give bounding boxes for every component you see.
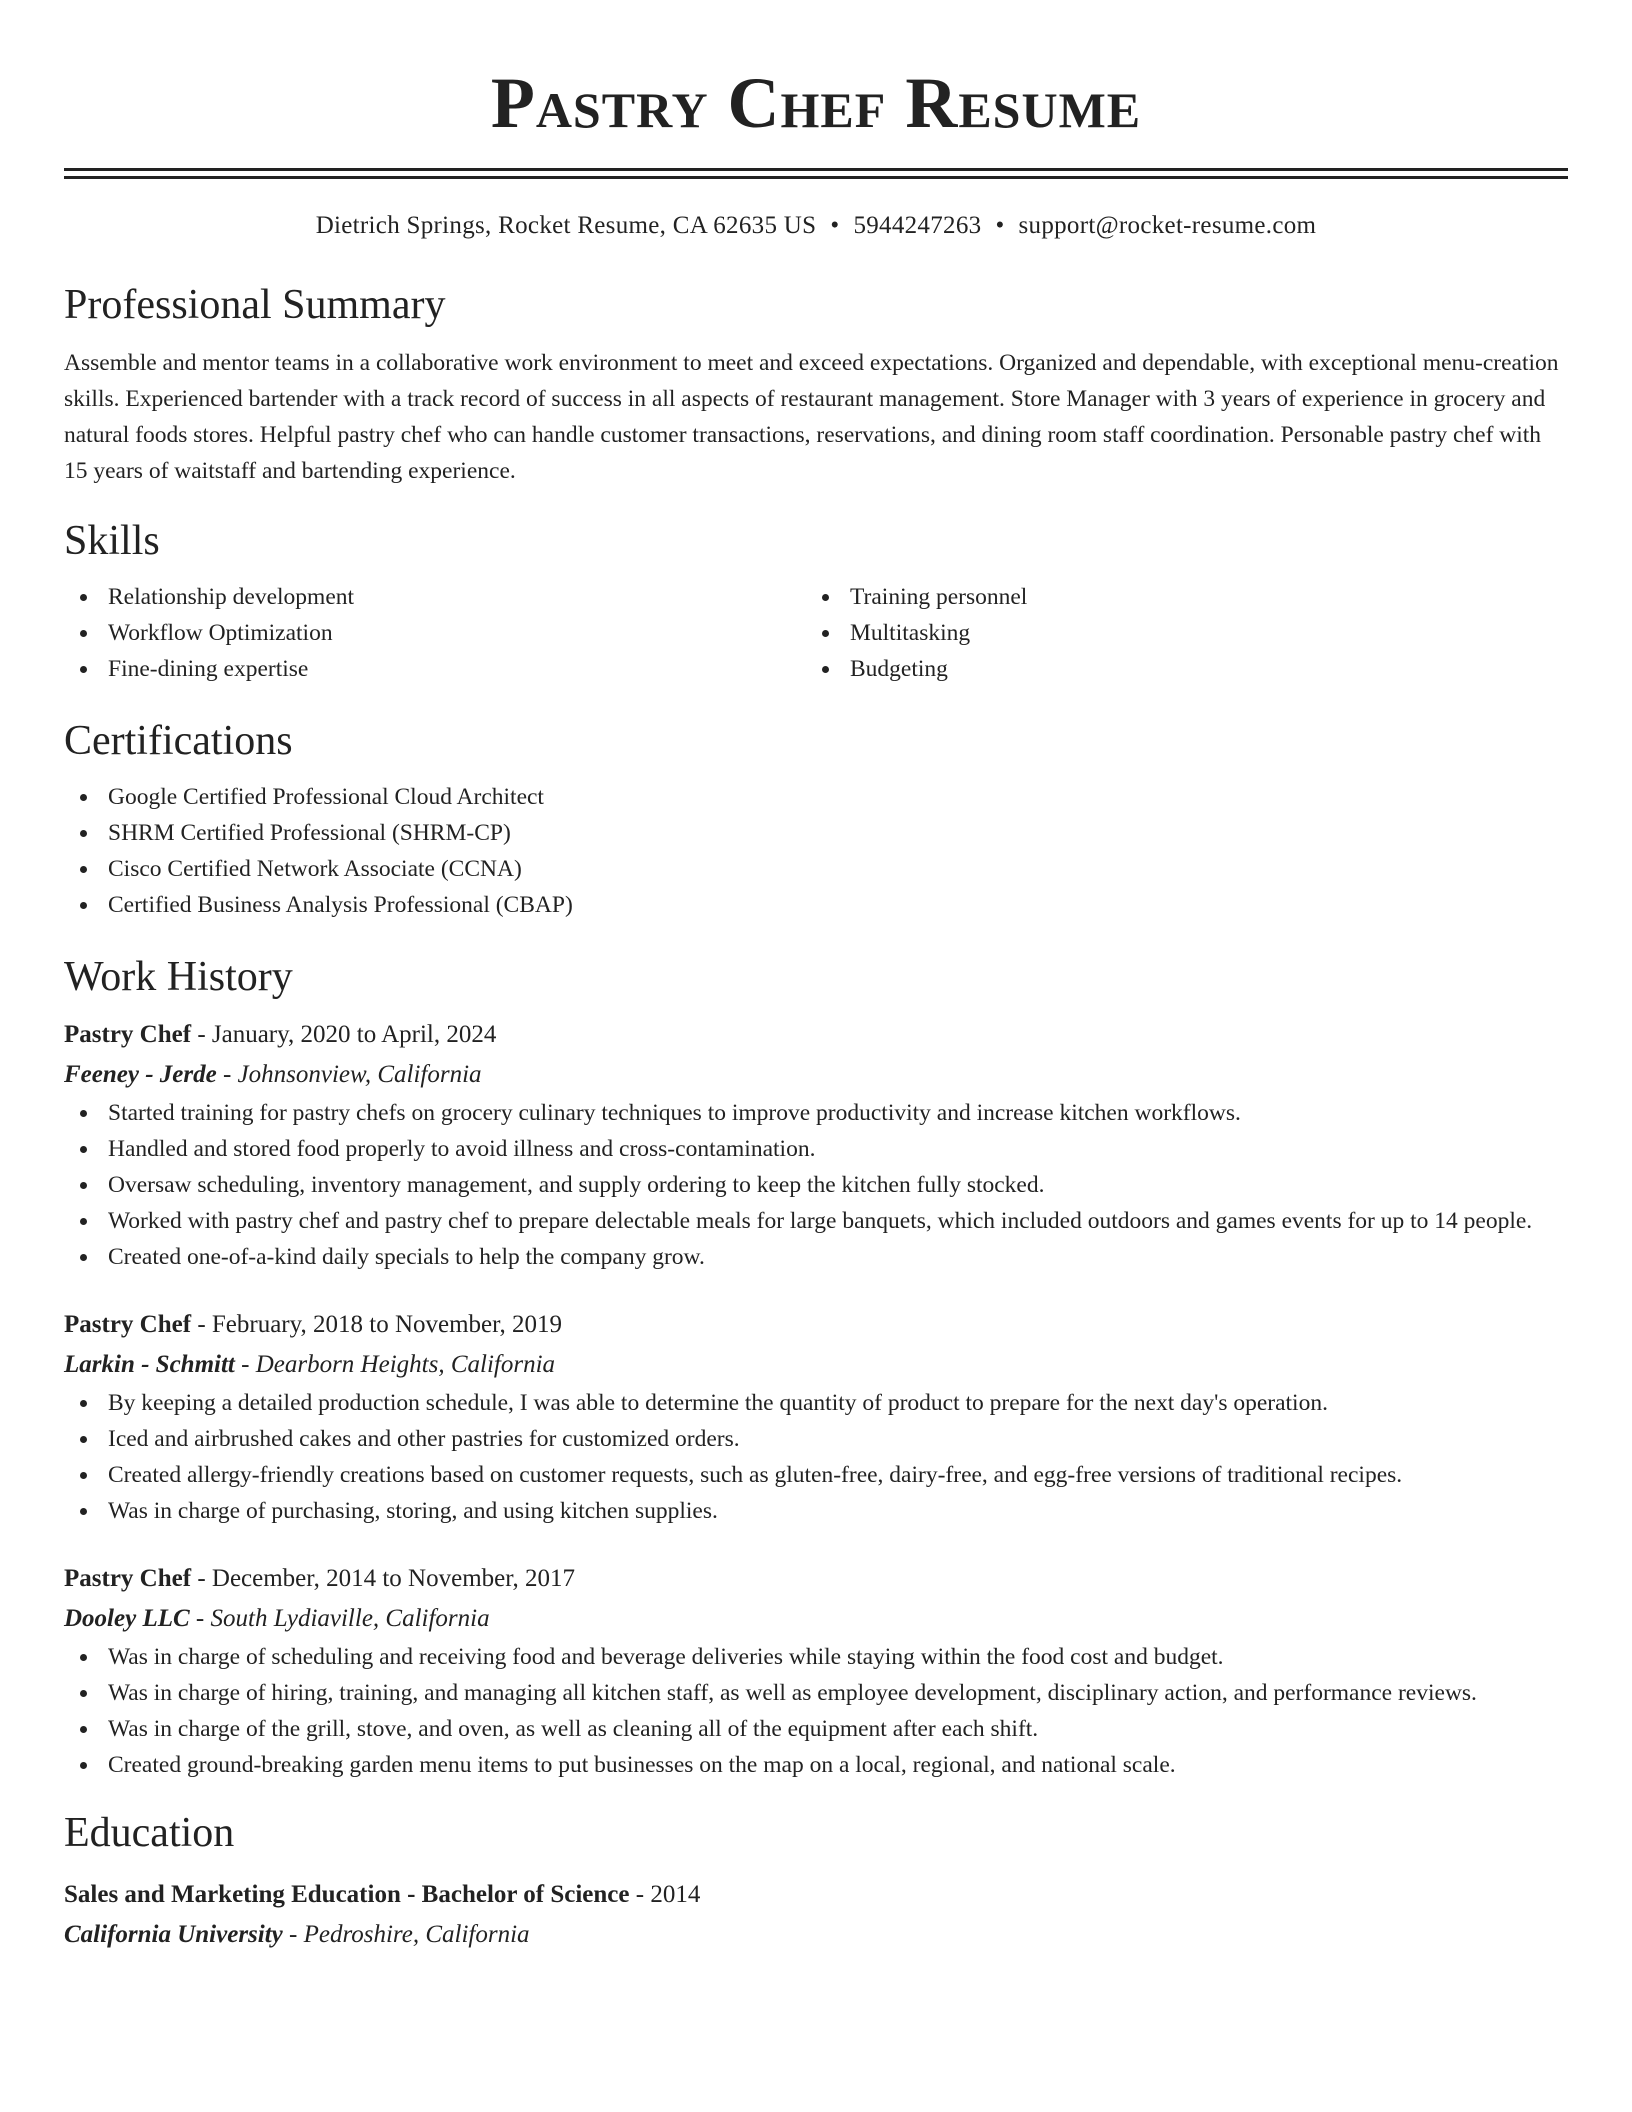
job-entry: [64, 1015, 1568, 1275]
job-bullet: Created ground-breaking garden menu items to put businesses on the map on a local, regional, and national scale.: [64, 1747, 1568, 1783]
skills-heading: Skills: [64, 518, 160, 564]
certification-item: Google Certified Professional Cloud Architect: [64, 779, 1568, 815]
certification-item: Certified Business Analysis Professional (CBAP): [64, 887, 1568, 923]
contact-address: Dietrich Springs, Rocket Resume, CA 62635 US: [315, 212, 817, 239]
skill-item: Training personnel: [806, 579, 1548, 615]
job-bullet: Iced and airbrushed cakes and other pastries for customized orders.: [64, 1421, 1568, 1457]
resume-page: [64, 0, 1568, 1955]
education-school: California University: [64, 1921, 283, 1948]
education-location: - Pedroshire, California: [282, 1921, 530, 1948]
job-title: Pastry Chef: [64, 1565, 192, 1592]
job-location: - Johnsonview, California: [216, 1061, 482, 1088]
job-bullets: [64, 1639, 1568, 1783]
job-dates: - February, 2018 to November, 2019: [191, 1311, 562, 1338]
job-title-line: [64, 1559, 1568, 1599]
job-bullet: Was in charge of purchasing, storing, and using kitchen supplies.: [64, 1493, 1568, 1529]
job-bullet: Created one-of-a-kind daily specials to help the company grow.: [64, 1239, 1568, 1275]
job-company: Feeney - Jerde: [64, 1061, 217, 1088]
skills-column-left: [64, 579, 806, 687]
work-history-heading: Work History: [64, 954, 293, 1000]
certifications-heading: Certifications: [64, 718, 293, 764]
job-bullet: Started training for pastry chefs on grocery culinary techniques to improve productivity and increase kitchen workflows.: [64, 1095, 1568, 1131]
job-location: - Dearborn Heights, California: [234, 1351, 556, 1378]
contact-phone: 5944247263: [853, 212, 982, 239]
job-company-line: [64, 1055, 1568, 1095]
skill-item: Multitasking: [806, 615, 1548, 651]
job-title: Pastry Chef: [64, 1021, 192, 1048]
skill-item: Workflow Optimization: [64, 615, 806, 651]
job-bullet: Was in charge of hiring, training, and managing all kitchen staff, as well as employee development, disciplinary action, and performance reviews.: [64, 1675, 1568, 1711]
job-company: Larkin - Schmitt: [64, 1351, 235, 1378]
certification-item: SHRM Certified Professional (SHRM-CP): [64, 815, 1568, 851]
job-bullets: [64, 1385, 1568, 1529]
job-entry: [64, 1559, 1568, 1783]
job-title-line: [64, 1015, 1568, 1055]
certification-item: Cisco Certified Network Associate (CCNA): [64, 851, 1568, 887]
job-company-line: [64, 1345, 1568, 1385]
education-year: - 2014: [629, 1881, 701, 1908]
job-entry: [64, 1305, 1568, 1529]
education-degree-line: [64, 1875, 1568, 1915]
job-bullet: By keeping a detailed production schedule, I was able to determine the quantity of product to prepare for the next day's operation.: [64, 1385, 1568, 1421]
contact-line: [64, 209, 1568, 243]
education-heading: Education: [64, 1810, 235, 1856]
skills-column-right: [806, 579, 1548, 687]
job-location: - South Lydiaville, California: [189, 1605, 490, 1632]
education-entry: [64, 1875, 1568, 1955]
job-bullet: Was in charge of scheduling and receiving food and beverage deliveries while staying within the food cost and budget.: [64, 1639, 1568, 1675]
job-title-line: [64, 1305, 1568, 1345]
job-company-line: [64, 1599, 1568, 1639]
skills-list: [64, 579, 1568, 687]
skill-item: Budgeting: [806, 651, 1548, 687]
job-bullet: Was in charge of the grill, stove, and oven, as well as cleaning all of the equipment after each shift.: [64, 1711, 1568, 1747]
education-degree: Sales and Marketing Education - Bachelor of Science: [64, 1881, 630, 1908]
skill-item: Fine-dining expertise: [64, 651, 806, 687]
contact-separator: •: [995, 212, 1005, 239]
job-bullets: [64, 1095, 1568, 1275]
skill-item: Relationship development: [64, 579, 806, 615]
job-bullet: Oversaw scheduling, inventory management, and supply ordering to keep the kitchen fully stocked.: [64, 1167, 1568, 1203]
job-company: Dooley LLC: [64, 1605, 190, 1632]
education-school-line: [64, 1915, 1568, 1955]
job-dates: - January, 2020 to April, 2024: [191, 1021, 497, 1048]
contact-separator: •: [830, 212, 840, 239]
job-bullet: Handled and stored food properly to avoid illness and cross-contamination.: [64, 1131, 1568, 1167]
certifications-list: [64, 779, 1568, 923]
summary-text: Assemble and mentor teams in a collaborative work environment to meet and exceed expectations. Organized and dependable, with exceptional menu-creation skills. Experienced bartender with a track record of success in all aspects of restaurant management. Store Manager with 3 years of experience in grocery and natural foods stores. Helpful pastry chef who can handle customer transactions, reservations, and dining room staff coordination. Personable pastry chef with 15 years of waitstaff and bartending experience.: [64, 350, 1559, 484]
summary-heading: Professional Summary: [64, 282, 446, 328]
title-double-rule: [64, 168, 1568, 179]
job-title: Pastry Chef: [64, 1311, 192, 1338]
job-bullet: Worked with pastry chef and pastry chef to prepare delectable meals for large banquets, which included outdoors and games events for up to 14 people.: [64, 1203, 1568, 1239]
contact-email: support@rocket-resume.com: [1018, 212, 1317, 239]
page-title: Pastry Chef Resume: [490, 63, 1142, 143]
job-bullet: Created allergy-friendly creations based on customer requests, such as gluten-free, dairy-free, and egg-free versions of traditional recipes.: [64, 1457, 1568, 1493]
job-dates: - December, 2014 to November, 2017: [191, 1565, 576, 1592]
